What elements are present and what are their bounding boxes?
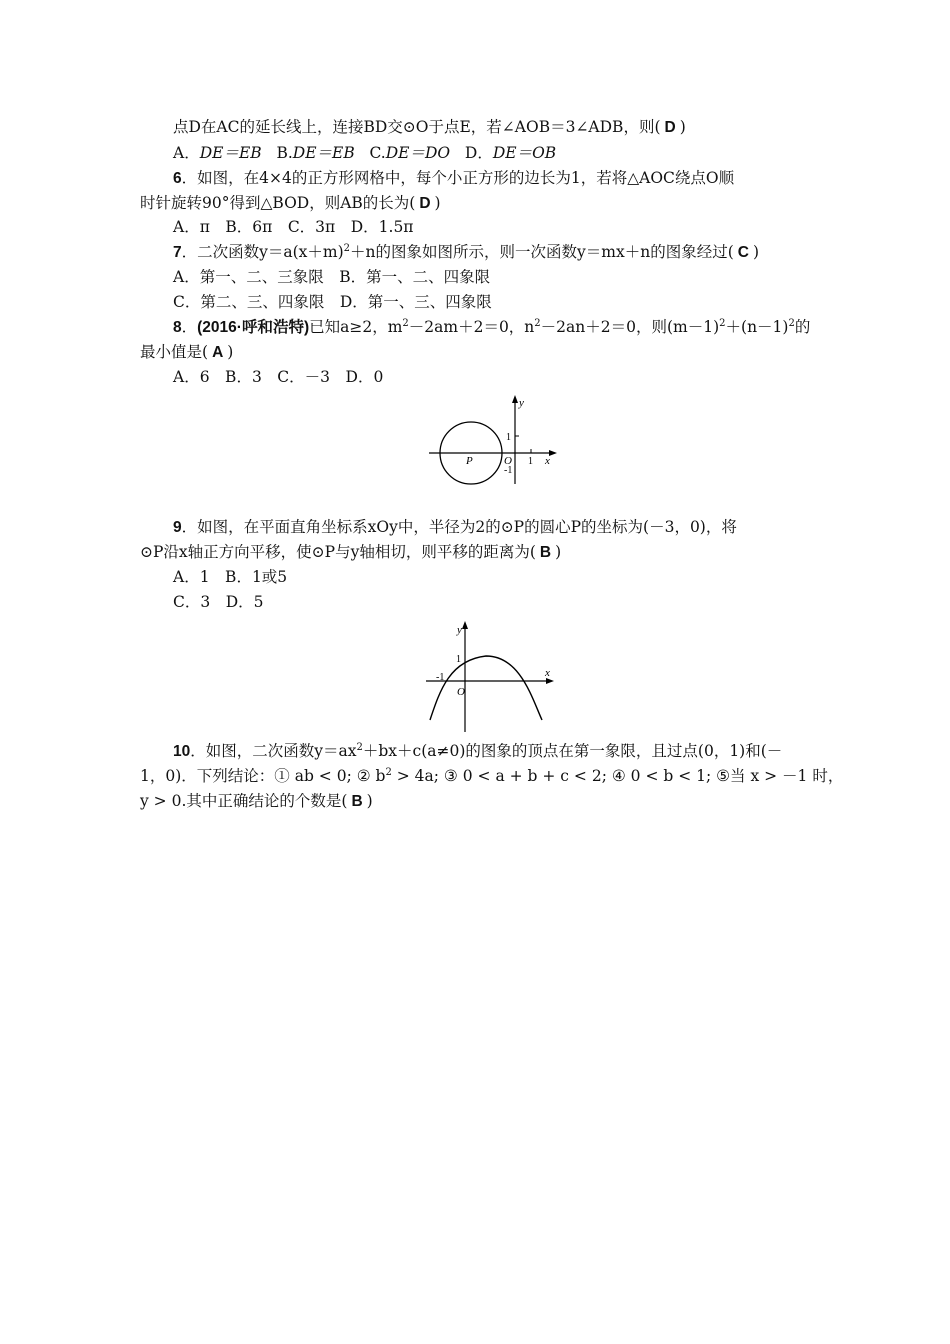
q8-number: 8 <box>173 319 182 336</box>
q10-line3: y > 0.其中正确结论的个数是( B ) <box>140 792 373 810</box>
fig9-x1-label: 1 <box>528 456 533 467</box>
q7-number: 7 <box>173 244 182 261</box>
q5-text: 点D在AC的延长线上，连接BD交⊙O于点E，若∠AOB＝3∠ADB，则( D ) <box>173 118 686 136</box>
fig9-p-label: P <box>466 455 473 467</box>
q6-line2: 时针旋转90°得到△BOD，则AB的长为( D ) <box>140 194 441 212</box>
q6-number: 6 <box>173 170 182 187</box>
q10-answer: B <box>351 793 363 810</box>
q8-options: A．6 B．3 C．－3 D．0 <box>173 368 384 386</box>
fig9-x-label: x <box>545 455 550 467</box>
q10-number: 10 <box>173 743 191 760</box>
y-axis-arrow <box>512 395 518 403</box>
fig10-x-label: x <box>545 667 550 679</box>
q10-line2: 1，0)．下列结论：① ab < 0; ② $b^2 > 4a$; ③ 0 < a + b + c < 2; ④ 0 < b < 1; ⑤当 x > －1 时， <box>140 767 844 785</box>
figure-parabola <box>420 616 560 738</box>
q9-line2: ⊙P沿x轴正方向平移，使⊙P与y轴相切，则平移的距离为( B ) <box>140 543 562 561</box>
fig9-y1-label: 1 <box>506 432 511 443</box>
fig10-origin-label: O <box>457 686 465 698</box>
x-axis-arrow <box>549 450 557 456</box>
q9-answer: B <box>539 544 552 561</box>
figure-circle-p <box>425 392 565 492</box>
q5-answer: D <box>664 119 676 136</box>
q6-options: A．π B．6π C．3π D．1.5π <box>173 218 414 236</box>
fig10-y1-label: 1 <box>456 654 461 665</box>
q9-number: 9 <box>173 519 182 536</box>
q7-options-2: C．第二、三、四象限 D．第一、三、四象限 <box>173 293 492 311</box>
fig10-y-label: y <box>457 624 462 636</box>
q7-options-1: A．第一、二、三象限 B．第一、二、四象限 <box>173 268 491 286</box>
fig9-origin-label: O <box>504 455 512 467</box>
q6-answer: D <box>419 195 431 212</box>
q8-line2: 最小值是( A ) <box>140 343 234 361</box>
q7-answer: C <box>737 244 749 261</box>
q10-line1: 10．如图，二次函数$y=ax^2+bx+c(a\ne 0)$的图象的顶点在第一象限，且过点(0，1)和(－ <box>173 742 783 760</box>
q5-options: A．DE＝EB B.DE＝EB C.DE＝DO D．DE＝OB <box>173 144 557 162</box>
fig10-xm1-label: -1 <box>436 672 445 683</box>
fig9-ym1-label: -1 <box>504 465 513 476</box>
q7-text: 7．二次函数$y=a(x+m)^2+n$的图象如图所示，则一次函数y＝mx＋n的图象经过( C ) <box>173 243 760 261</box>
q8-source: (2016·呼和浩特) <box>197 319 310 336</box>
q8-answer: A <box>212 344 224 361</box>
y-axis-arrow <box>462 621 468 629</box>
fig9-y-label: y <box>519 397 524 409</box>
q8-line1: 8．(2016·呼和浩特)已知a≥2，$m^2-2am+2=0$，$n^2-2an+2=0$，则$(m-1)^2+(n-1)^2$的 <box>173 318 811 336</box>
parabola-curve <box>430 656 542 720</box>
q9-options-1: A．1 B．1或5 <box>173 568 288 586</box>
q6-line1: 6．如图，在4×4的正方形网格中，每个小正方形的边长为1，若将△AOC绕点O顺 <box>173 169 735 187</box>
q9-line1: 9．如图，在平面直角坐标系xOy中，半径为2的⊙P的圆心P的坐标为(－3，0)，将 <box>173 518 737 536</box>
q9-options-2: C．3 D．5 <box>173 593 264 611</box>
